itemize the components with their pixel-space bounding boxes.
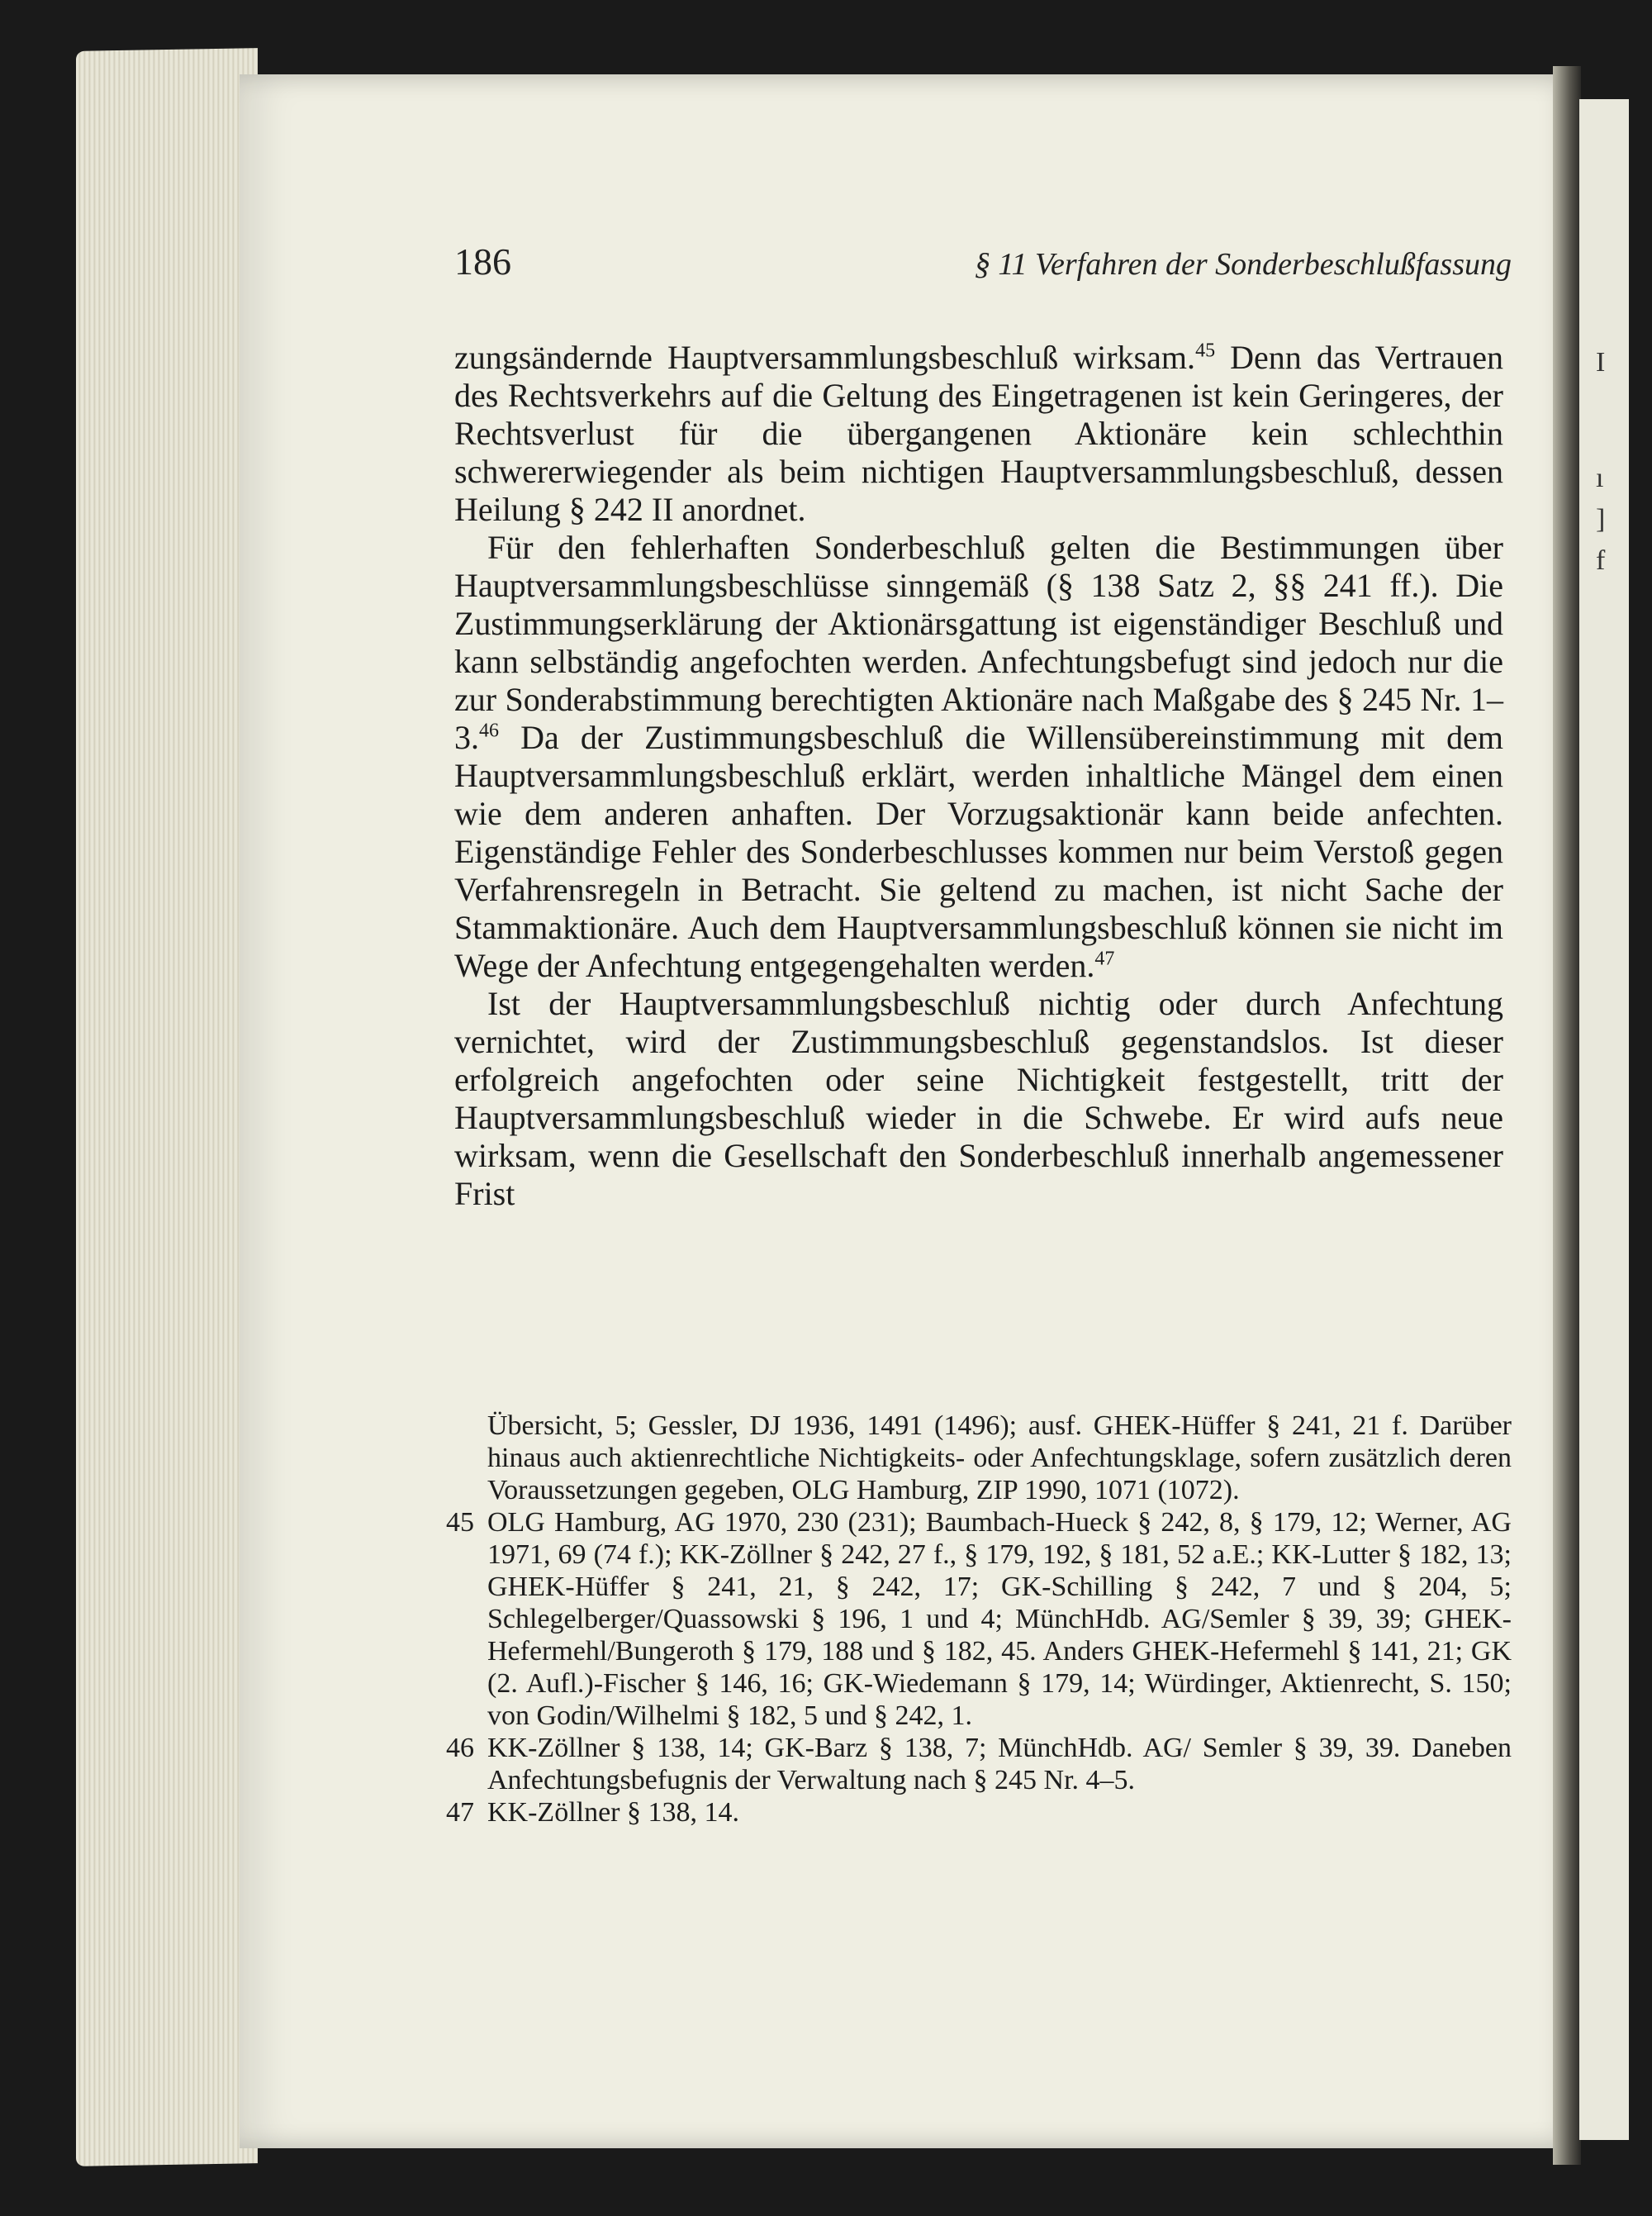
facing-page-glyph: ı: [1596, 463, 1604, 493]
footnote-number: 46: [446, 1733, 474, 1763]
footnote: [446, 1732, 1512, 1796]
footnote-number: 47: [446, 1797, 474, 1828]
book-page-edges: [76, 48, 258, 2166]
facing-page-glyph: ]: [1596, 504, 1606, 535]
facing-page-glyph: f: [1596, 545, 1606, 576]
running-head: § 11 Verfahren der Sonderbeschlußfassung: [974, 247, 1512, 282]
footnote-text: KK-Zöllner § 138, 14; GK-Barz § 138, 7; MünchHdb. AG/ Semler § 39, 39. Daneben Anfechtungsbefugnis der Verwaltung nach § 245 Nr. 4–5.: [487, 1733, 1512, 1795]
footnote: [446, 1506, 1512, 1732]
footnote: [446, 1410, 1512, 1506]
body-text: [454, 339, 1503, 1213]
book-gutter: [1553, 66, 1581, 2165]
paragraph-text: zungsändernde Hauptversammlungsbeschluß wirksam.: [454, 339, 1196, 376]
footnote-ref: 45: [1195, 340, 1216, 362]
paragraph: [454, 339, 1503, 529]
page-number: 186: [454, 240, 511, 283]
paragraph-text: Ist der Hauptversammlungsbeschluß nichtig oder durch Anfechtung vernichtet, wird der Zustimmungsbeschluß gegenstandslos. Ist dieser erfolgreich angefochten oder seine Nichtigkeit festgestellt, tritt der Hauptversammlungsbeschluß wieder in die Schwebe. Er wird aufs neue wirksam, wenn die Gesellschaft den Sonderbeschluß innerhalb angemessener Frist: [454, 985, 1503, 1212]
footnote-number: 45: [446, 1507, 474, 1538]
footnote-text: KK-Zöllner § 138, 14.: [487, 1797, 740, 1828]
footnote-text: OLG Hamburg, AG 1970, 230 (231); Baumbach-Hueck § 242, 8, § 179, 12; Werner, AG 1971, 69 (74 f.); KK-Zöllner § 242, 27 f., § 179, 192, § 181, 52 a.E.; KK-Lutter § 182, 13; GHEK-Hüffer § 241, 21, § 242, 17; GK-Schilling § 242, 7 und § 204, 5; Schlegelberger/Quassowski § 196, 1 und 4; MünchHdb. AG/Semler § 39, 39; GHEK- Hefermehl/Bungeroth § 179, 188 und § 182, 45. Anders GHEK-Hefermehl § 141, 21; GK (2. Aufl.)-Fischer § 146, 16; GK-Wiedemann § 179, 14; Würdinger, Aktienrecht, S. 150; von Godin/Wilhelmi § 182, 5 und § 242, 1.: [487, 1507, 1512, 1731]
facing-page-glyph: I: [1596, 347, 1606, 378]
paragraph-text: Da der Zustimmungsbeschluß die Willensübereinstimmung mit dem Hauptversammlungsbeschluß erklärt, werden inhaltliche Mängel dem einen wie dem anderen anhaften. Der Vorzugsaktionär kann beide anfechten. Eigenständige Fehler des Sonderbeschlusses kommen nur beim Verstoß gegen Verfahrensregeln in Betracht. Sie geltend zu machen, ist nicht Sache der Stammaktionäre. Auch dem Hauptversammlungsbeschluß können sie nicht im Wege der Anfechtung entgegengehalten werden.: [454, 719, 1503, 984]
page-header: [454, 240, 1512, 289]
footnote-ref: 46: [479, 720, 499, 742]
paragraph: [454, 985, 1503, 1213]
paragraph-text: Für den fehlerhaften Sonderbeschluß gelten die Bestimmungen über Hauptversammlungsbeschlüsse sinngemäß (§ 138 Satz 2, §§ 241 ff.). Die Zustimmungserklärung der Aktionärsgattung ist eigenständiger Beschluß und kann selbständig angefochten werden. Anfechtungsbefugt sind jedoch nur die zur Sonderabstimmung berechtigten Aktionäre nach Maßgabe des § 245 Nr. 1–3.: [454, 529, 1503, 756]
footnote: [446, 1796, 1512, 1828]
footnote-text: Übersicht, 5; Gessler, DJ 1936, 1491 (1496); ausf. GHEK-Hüffer § 241, 21 f. Darüber hinaus auch aktienrechtliche Nichtigkeits- oder Anfechtungsklage, sofern zusätzlich deren Voraussetzungen gegeben, OLG Hamburg, ZIP 1990, 1071 (1072).: [487, 1410, 1512, 1505]
footnotes: [446, 1410, 1512, 1828]
paragraph-text: Denn das Vertrauen des Rechtsverkehrs auf die Geltung des Eingetragenen ist kein Geringeres, der Rechtsverlust für die übergangenen Aktionäre kein schlechthin schwererwiegender als beim nichtigen Hauptversammlungsbeschluß, dessen Heilung § 242 II anordnet.: [454, 339, 1503, 528]
facing-page-edge: [1579, 99, 1629, 2140]
paragraph: [454, 529, 1503, 985]
footnote-ref: 47: [1094, 948, 1115, 970]
